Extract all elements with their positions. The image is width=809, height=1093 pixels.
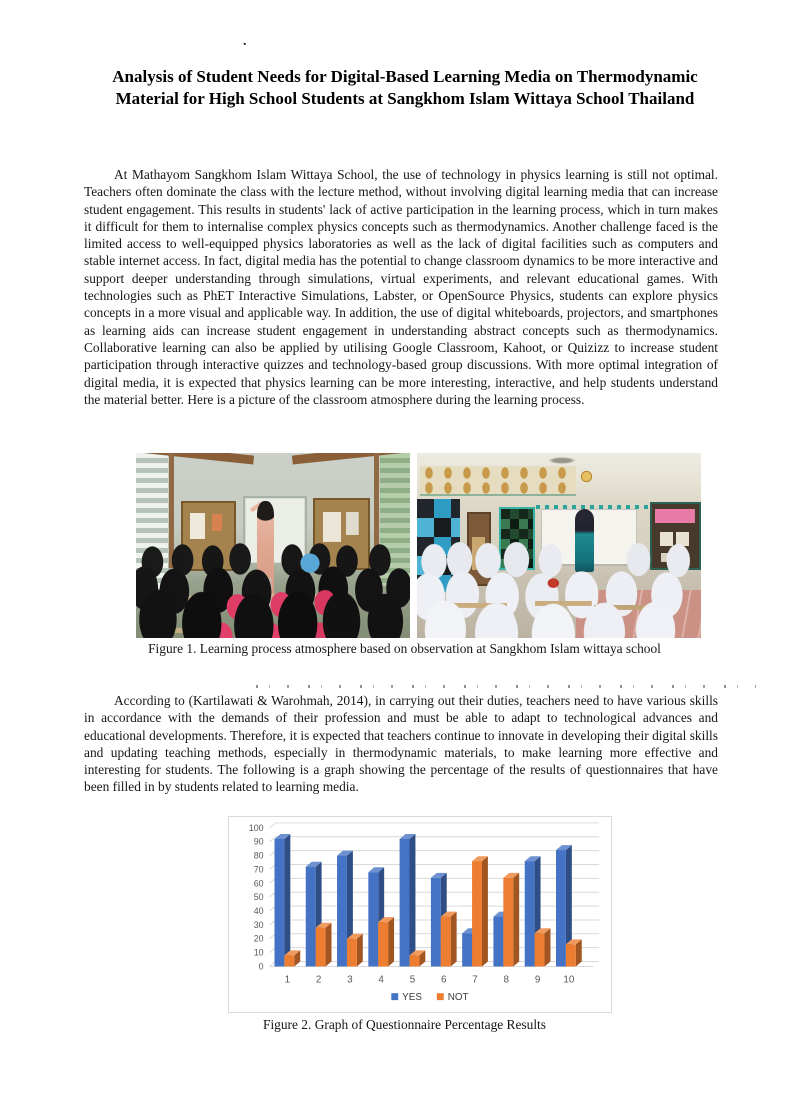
figure1-caption: Figure 1. Learning process atmosphere based on observation at Sangkhom Islam wittaya school (148, 641, 661, 656)
students-in-black-hijabs (136, 534, 410, 638)
cropped-text-artifact (256, 685, 756, 688)
svg-text:1: 1 (284, 974, 291, 986)
paper-title: Analysis of Student Needs for Digital-Based Learning Media on Thermodynamic Material for High School Students at Sangkhom Islam Wittaya School Thailand (112, 67, 698, 108)
svg-text:8: 8 (503, 974, 510, 986)
wall-clock (579, 469, 594, 484)
vent-wall (420, 466, 576, 496)
svg-text:80: 80 (253, 850, 264, 861)
paragraph-introduction: At Mathayom Sangkhom Islam Wittaya School, the use of technology in physics learning is still not optimal. Teachers often dominate the class with the lecture method, without involving digital learning media that can increase student engagement. This results in students' lack of active participation in the learning process, which in turn makes it difficult for them to internalise complex physics concepts such as thermodynamics. Another challenge faced is the limited access to well-equipped physics laboratories as well as the lack of digital facilities such as computers and stable internet access. In fact, digital media has the potential to change classroom dynamics to be more interactive and support deeper understanding through simulations, virtual experiments, and relevant educational games. With technologies such as PhET Interactive Simulations, Labster, or OpenSource Physics, students can explore physics concepts in a more visual and applicable way. In addition, the use of digital whiteboards, projectors, and smartphones as learning aids can increase student engagement in understanding abstract concepts such as thermodynamics. Collaborative learning can also be applied by utilising Google Classroom, Kahoot, or Quizizz to increase student participation through interactive quizzes and technology-based group discussions. With more optimal integration of digital media, it is expected that physics learning can be more interesting, interactive, and help students understand the material better. Here is a picture of the classroom atmosphere during the learning process. (84, 167, 718, 407)
svg-text:2: 2 (315, 974, 322, 986)
paragraph-discussion: According to (Kartilawati & Warohmah, 2014), in carrying out their duties, teachers need to have various skills in accordance with the demands of their profession and must be able to adapt to technological advances and educational developments. Therefore, it is expected that teachers continue to innovate in developing their digital skills and updating teaching methods, especially in thermodynamic materials, to make learning more effective and interesting for students. The following is a graph showing the percentage of the results of questionnaires that have been filled in by students related to learning media. (84, 693, 718, 795)
svg-text:5: 5 (409, 974, 416, 986)
classroom-photo-left (136, 453, 410, 638)
figure2-chart (228, 816, 612, 1013)
svg-text:70: 70 (253, 864, 264, 875)
svg-text:40: 40 (253, 906, 264, 917)
figure2-chart-svg (229, 817, 611, 1012)
svg-text:30: 30 (253, 919, 264, 930)
students-in-white-hijabs (417, 540, 701, 638)
svg-text:50: 50 (253, 892, 264, 903)
svg-text:10: 10 (563, 974, 575, 986)
ceiling-fan (548, 457, 576, 464)
svg-text:10: 10 (253, 947, 264, 958)
svg-text:9: 9 (534, 974, 541, 986)
stray-period-mark: . (243, 34, 247, 49)
svg-text:6: 6 (441, 974, 447, 986)
svg-text:3: 3 (347, 974, 353, 986)
svg-text:YES: YES (402, 992, 422, 1004)
svg-text:NOT: NOT (447, 992, 469, 1004)
svg-text:100: 100 (248, 822, 264, 833)
svg-text:90: 90 (253, 836, 264, 847)
svg-text:20: 20 (253, 933, 264, 944)
figure2-caption: Figure 2. Graph of Questionnaire Percentage Results (263, 1017, 546, 1032)
classroom-photo-right (417, 453, 701, 638)
figure1-photos-row (136, 453, 701, 638)
svg-text:60: 60 (253, 878, 264, 889)
svg-text:0: 0 (258, 961, 264, 972)
svg-text:7: 7 (472, 974, 478, 986)
svg-text:4: 4 (378, 974, 384, 986)
